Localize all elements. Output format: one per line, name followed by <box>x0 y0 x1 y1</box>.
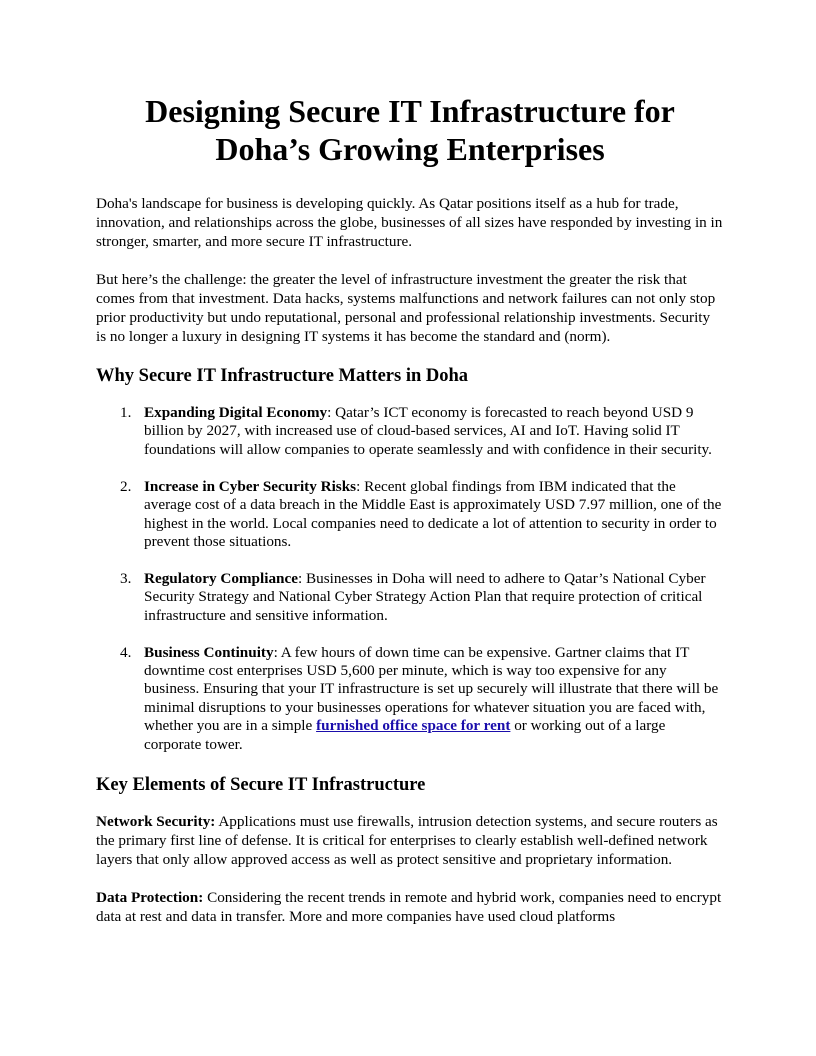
item-text: : Businesses in Doha will need to adhere to Qatar’s National Cyber Security Strategy and National Cyber Strategy Action Plan that require protection of critical infrastructure and sensitive information. <box>144 569 706 624</box>
list-number: 4. <box>120 643 132 661</box>
item-title: Regulatory Compliance <box>144 569 298 587</box>
list-number: 3. <box>120 569 132 587</box>
document-page <box>96 92 724 926</box>
section-heading-key-elements: Key Elements of Secure IT Infrastructure <box>96 774 426 795</box>
list-item <box>96 644 724 754</box>
office-space-link[interactable]: furnished office space for rent <box>316 717 511 735</box>
list-number: 2. <box>120 477 132 495</box>
paragraph-text: Considering the recent trends in remote and hybrid work, companies need to encrypt data at rest and data in transfer. More and more companies have used cloud platforms <box>96 888 722 925</box>
list-item <box>96 404 724 459</box>
network-security-paragraph <box>96 812 724 869</box>
reasons-list <box>96 404 724 754</box>
item-text-after: or working out of a large corporate tower. <box>144 717 666 753</box>
paragraph-lead: Network Security: <box>96 812 216 830</box>
data-protection-paragraph <box>96 888 724 926</box>
paragraph-lead: Data Protection: <box>96 888 204 906</box>
section-heading-why: Why Secure IT Infrastructure Matters in Doha <box>96 366 469 386</box>
list-number: 1. <box>120 404 132 421</box>
paragraph-text: Applications must use firewalls, intrusion detection systems, and secure routers as the primary first line of defense. It is critical for enterprises to clearly establish well-defined network layers that only allow approved access as well as protect sensitive and proprietary information. <box>96 812 718 868</box>
intro-paragraph-2: But here’s the challenge: the greater the level of infrastructure investment the greater the risk that comes from that investment. Data hacks, systems malfunctions and network failures can not only stop prior productivity but undo reputational, personal and professional relationship investments. Security is no longer a luxury in designing IT systems it has become the standard and (norm). <box>96 271 716 345</box>
item-text: : Qatar’s ICT economy is forecasted to reach beyond USD 9 billion by 2027, with increased use of cloud-based services, AI and IoT. Having solid IT foundations will allow companies to operate seamlessly and with confidence in their security. <box>144 404 712 458</box>
item-text: : A few hours of down time can be expensive. Gartner claims that IT downtime cost enterprises USD 5,600 per minute, which is way too expensive for any business. Ensuring that your IT infrastructure is set up securely will illustrate that there will be minimal disruptions to your businesses operations for whatever situation you are faced with, whether you are in a simple <box>144 643 719 735</box>
title-line-2: Doha’s Growing Enterprises <box>215 131 605 167</box>
list-item <box>96 478 724 552</box>
page-title <box>96 92 724 168</box>
list-item <box>96 570 724 625</box>
intro-paragraph-1: Doha's landscape for business is developing quickly. As Qatar positions itself as a hub for trade, innovation, and relationships across the globe, businesses of all sizes have responded by investing in in stronger, smarter, and more secure IT infrastructure. <box>96 195 723 250</box>
item-text: : Recent global findings from IBM indicated that the average cost of a data breach in the Middle East is approximately USD 7.97 million, one of the highest in the world. Local companies need to dedicate a lot of attention to security in order to prevent those situations. <box>144 477 722 550</box>
item-title: Expanding Digital Economy <box>144 404 328 421</box>
item-title: Business Continuity <box>144 643 274 661</box>
title-line-1: Designing Secure IT Infrastructure for <box>145 93 675 129</box>
item-title: Increase in Cyber Security Risks <box>144 477 357 495</box>
